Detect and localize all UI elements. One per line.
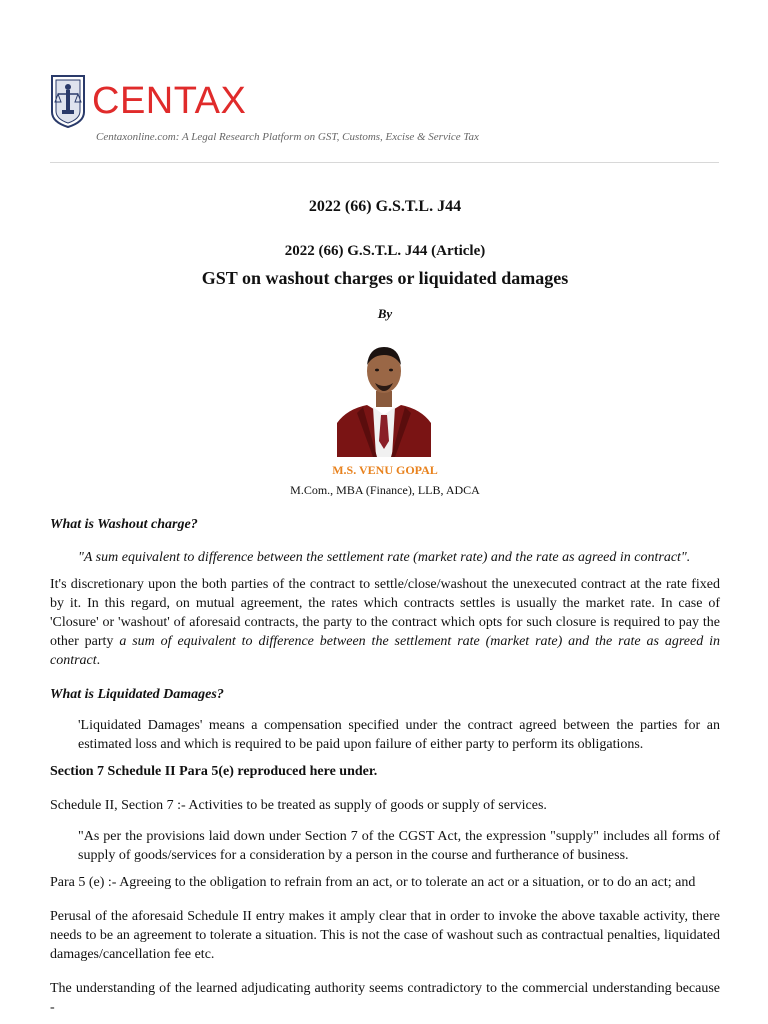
author-name: M.S. VENU GOPAL xyxy=(332,463,438,477)
justice-emblem-icon xyxy=(50,74,86,128)
heading-section-7: Section 7 Schedule II Para 5(e) reproduced here under. xyxy=(50,764,378,779)
citation: 2022 (66) G.S.T.L. J44 xyxy=(308,198,462,215)
paragraph-schedule-ii: Schedule II, Section 7 :- Activities to be treated as supply of goods or supply of services. xyxy=(50,798,547,813)
sub-citation: 2022 (66) G.S.T.L. J44 (Article) xyxy=(284,243,486,259)
centax-logo xyxy=(50,74,246,128)
byline: By xyxy=(377,306,393,321)
author-qualifications: M.Com., MBA (Finance), LLB, ADCA xyxy=(290,483,480,497)
site-header xyxy=(50,74,720,164)
paragraph-para-5e: Para 5 (e) :- Agreeing to the obligation to refrain from an act, or to tolerate an act or a situation, or to do an act; and xyxy=(50,875,696,890)
supply-quote: "As per the provisions laid down under Section 7 of the CGST Act, the expression "supply" includes all forms of supply of goods/services for a consideration by a person in the course and furtherance of business. xyxy=(78,829,720,863)
paragraph-understanding: The understanding of the learned adjudicating authority seems contradictory to the commercial understanding because - xyxy=(50,981,720,1015)
site-tagline: Centaxonline.com: A Legal Research Platform on GST, Customs, Excise & Service Tax xyxy=(96,131,479,143)
article-body xyxy=(50,515,720,1017)
paragraph-washout-end: . xyxy=(96,653,101,668)
paragraph-washout-italic: a sum of equivalent to difference between the settlement rate (market rate) and the rate as agreed in contract xyxy=(50,634,720,668)
article-title: GST on washout charges or liquidated damages xyxy=(201,268,569,288)
heading-washout: What is Washout charge? xyxy=(50,517,198,532)
paragraph-perusal: Perusal of the aforesaid Schedule II entry makes it amply clear that in order to invoke the above taxable activity, there needs to be an agreement to tolerate a situation. This is not the case of washout such as contractual penalties, liquidated damages/cancellation fee etc. xyxy=(50,909,720,962)
paragraph-washout xyxy=(50,575,720,670)
paragraph-washout-text: It's discretionary upon the both parties of the contract to settle/close/washout the unexecuted contract at the rate fixed by it. In this regard, on mutual agreement, the rates which contracts settles is usually the market rate. In case of 'Closure' or 'washout' of aforesaid contracts, the party to the contract which opts for such closure is required to pay the other party xyxy=(50,577,720,649)
author-photo xyxy=(337,337,431,457)
liquidated-damages-definition: 'Liquidated Damages' means a compensation specified under the contract agreed between the parties for an estimated loss and which is required to be paid upon failure of either party to perform its obligations. xyxy=(78,718,720,752)
heading-liquidated-damages: What is Liquidated Damages? xyxy=(50,687,224,702)
brand-name: CENTAX xyxy=(92,80,247,122)
washout-definition: "A sum equivalent to difference between the settlement rate (market rate) and the rate as agreed in contract". xyxy=(78,550,691,565)
header-divider xyxy=(50,162,719,163)
